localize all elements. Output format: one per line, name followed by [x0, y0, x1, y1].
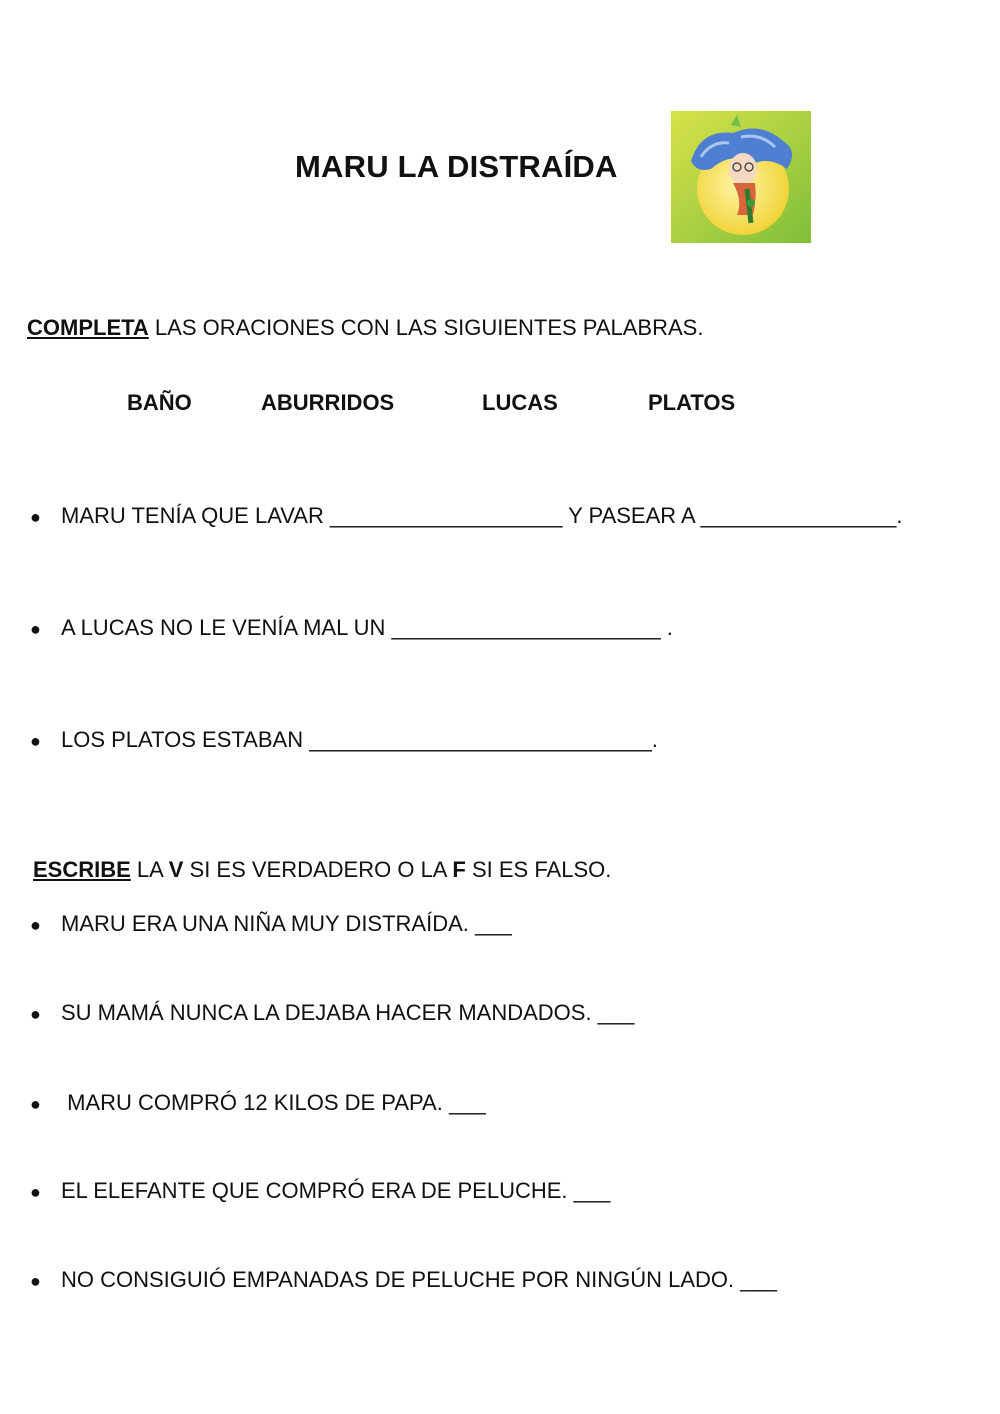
section2-text: SI ES VERDADERO O LA [183, 857, 453, 882]
fill-blank-sentence: A LUCAS NO LE VENÍA MAL UN ______________________ . [61, 615, 673, 640]
false-letter: F [452, 857, 466, 882]
true-false-statement: MARU COMPRÓ 12 KILOS DE PAPA. ___ [61, 1090, 486, 1115]
section1-instruction [27, 315, 703, 341]
bullet-icon: ● [30, 731, 41, 751]
bullet-icon: ● [30, 1271, 41, 1291]
word-bank-item-lucas: LUCAS [482, 390, 558, 415]
bullet-icon: ● [30, 1182, 41, 1202]
word-bank-item-aburridos: ABURRIDOS [261, 390, 395, 415]
true-false-statement: MARU ERA UNA NIÑA MUY DISTRAÍDA. ___ [61, 911, 512, 936]
true-false-statement: EL ELEFANTE QUE COMPRÓ ERA DE PELUCHE. ___ [61, 1178, 611, 1203]
bullet-icon: ● [30, 1094, 41, 1114]
section1-instruction-text: LAS ORACIONES CON LAS SIGUIENTES PALABRAS. [148, 315, 704, 340]
fill-blank-sentence: MARU TENÍA QUE LAVAR ___________________ Y PASEAR A ________________. [61, 503, 903, 528]
bullet-icon: ● [30, 619, 41, 639]
bullet-icon: ● [30, 915, 41, 935]
true-false-statement: NO CONSIGUIÓ EMPANADAS DE PELUCHE POR NINGÚN LADO. ___ [61, 1267, 777, 1292]
section2-text: SI ES FALSO. [465, 857, 612, 882]
true-letter: V [168, 857, 184, 882]
section2-instruction [33, 857, 611, 883]
page-title: MARU LA DISTRAÍDA [295, 149, 618, 184]
true-false-statement: SU MAMÁ NUNCA LA DEJABA HACER MANDADOS. ___ [61, 1000, 635, 1025]
fill-blank-sentence: LOS PLATOS ESTABAN ____________________________. [61, 727, 658, 752]
word-bank-item-bano: BAÑO [127, 390, 192, 415]
bullet-icon: ● [30, 507, 41, 527]
book-cover-illustration [671, 111, 811, 243]
section2-text: LA [130, 857, 169, 882]
section2-keyword: ESCRIBE [33, 857, 131, 882]
bullet-icon: ● [30, 1004, 41, 1024]
section1-keyword: COMPLETA [27, 315, 149, 340]
word-bank-item-platos: PLATOS [648, 390, 736, 415]
